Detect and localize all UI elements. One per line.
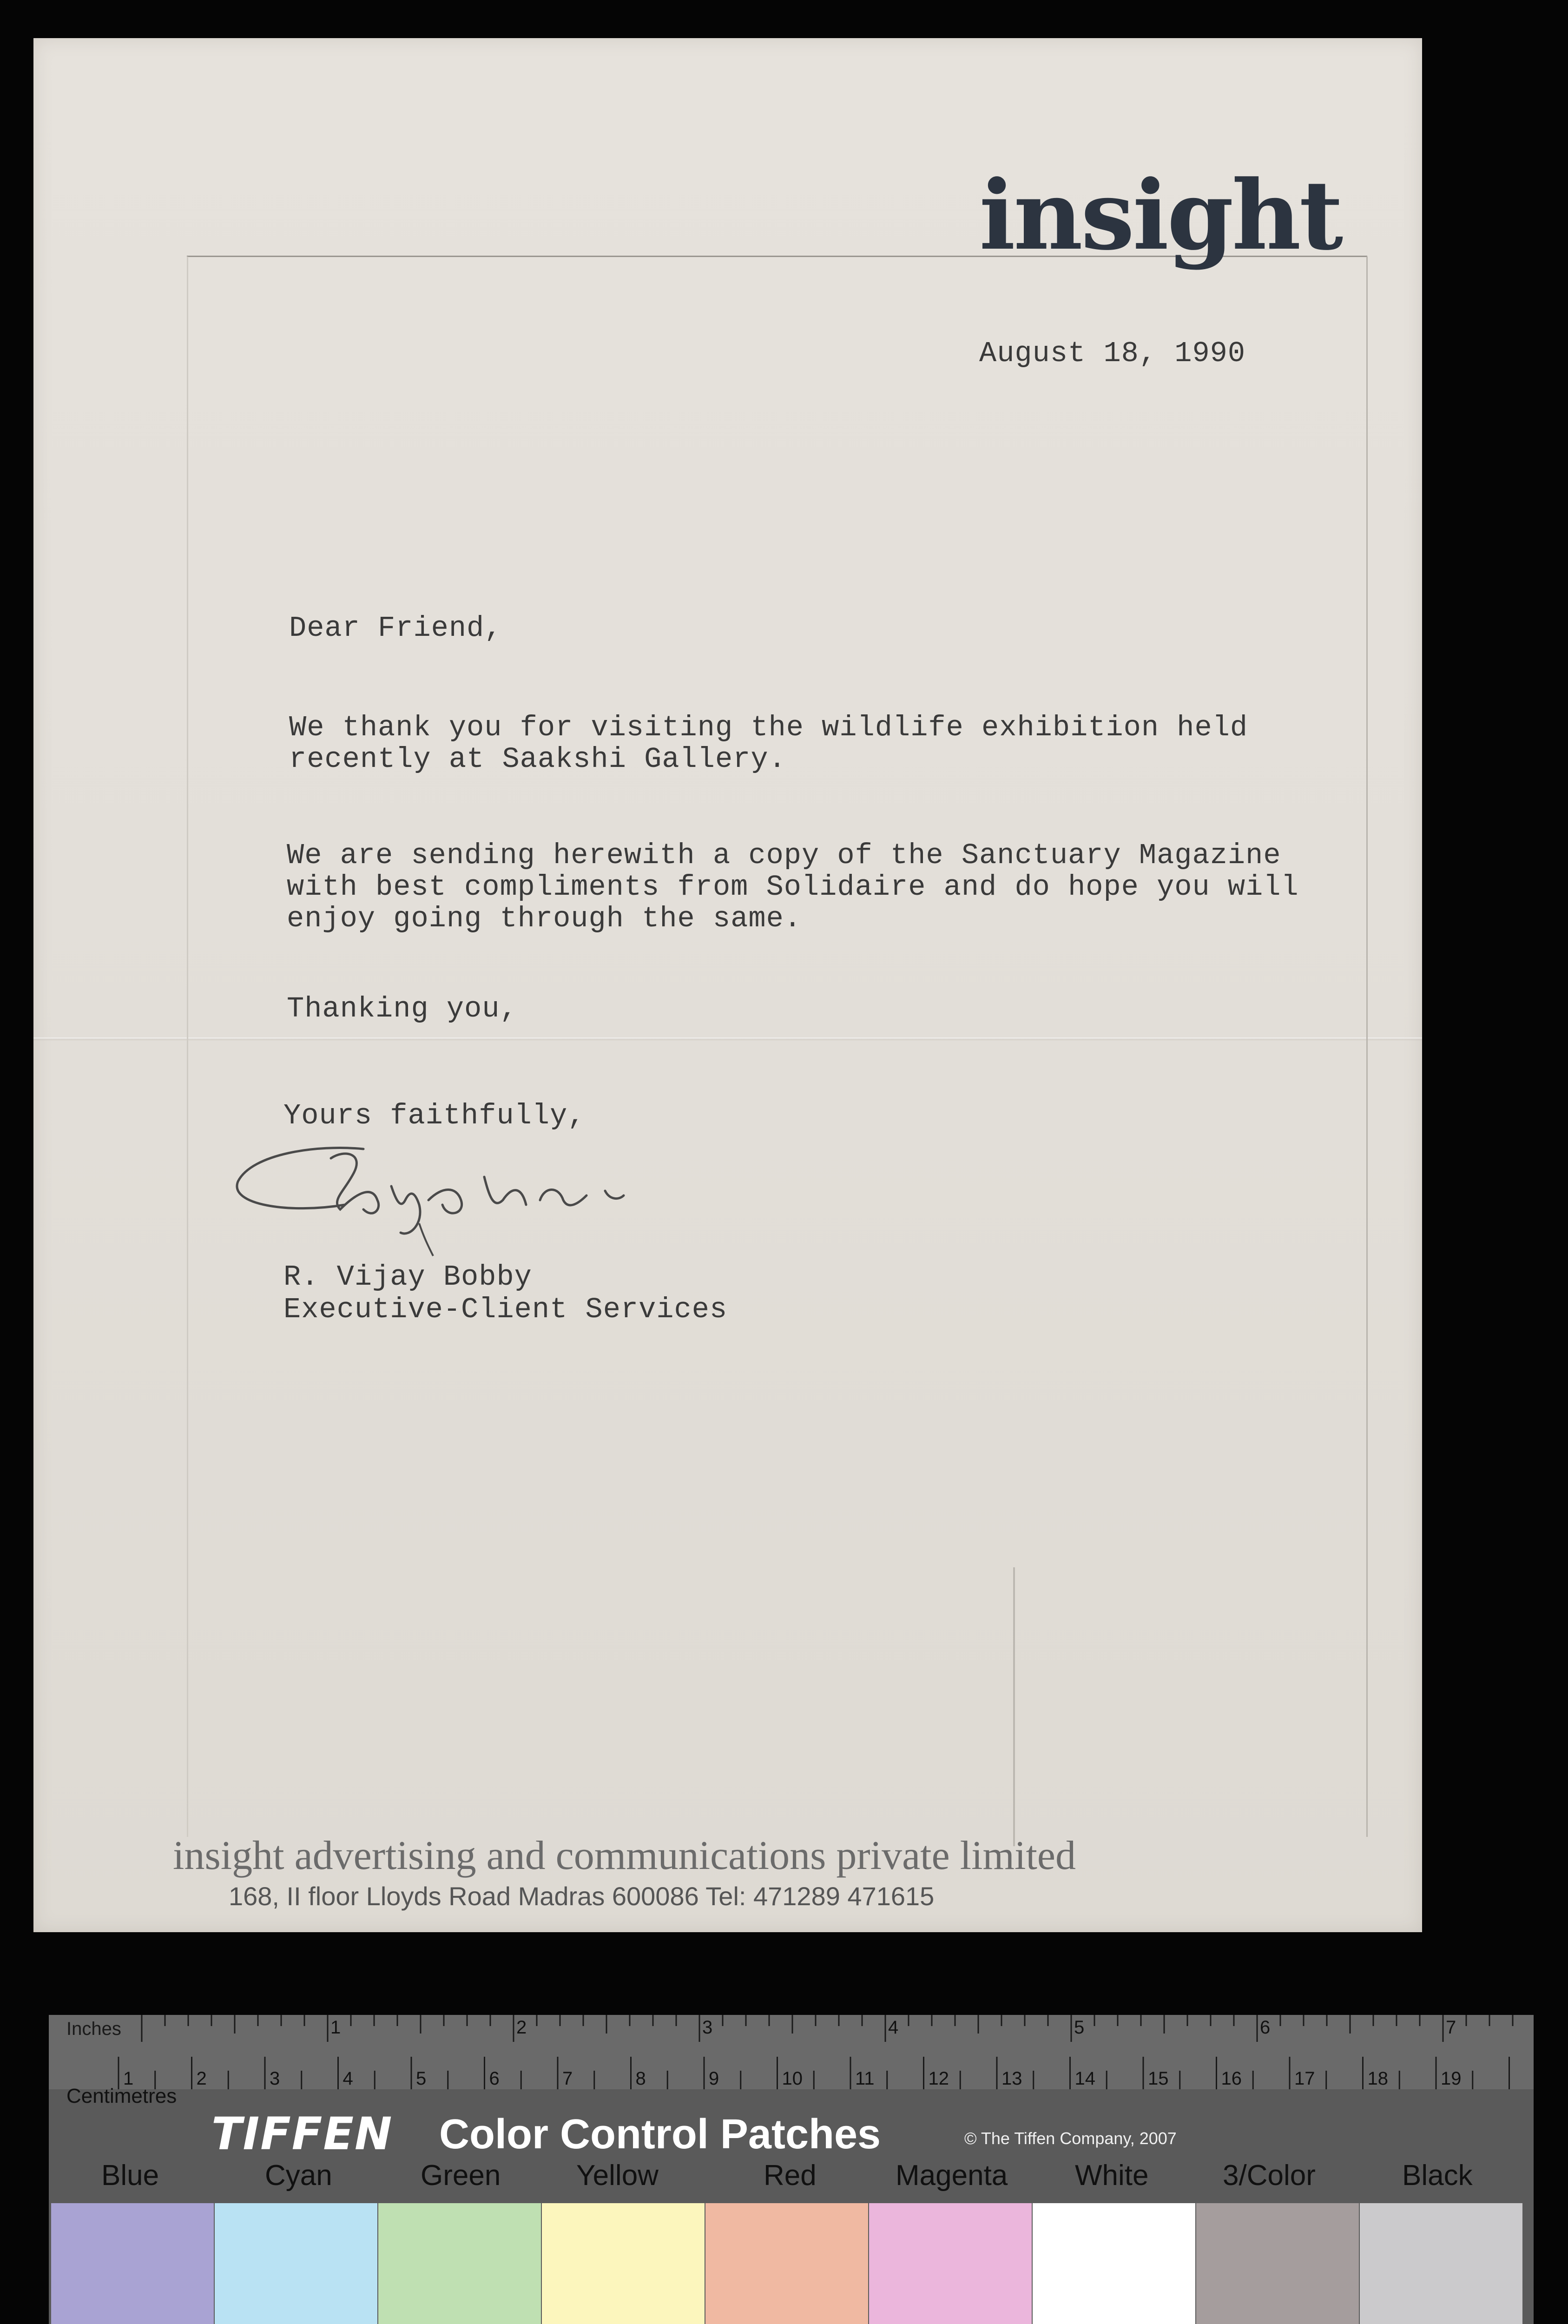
cm-number: 14 [1074, 2068, 1095, 2089]
inch-number: 2 [516, 2017, 527, 2038]
inch-number: 3 [702, 2017, 713, 2038]
color-patch-top [1196, 2203, 1359, 2324]
thanking-line: Thanking you, [287, 992, 518, 1025]
cm-number: 8 [635, 2068, 646, 2089]
patch-label: Yellow [576, 2159, 659, 2192]
color-target-card [49, 2015, 1534, 2324]
cm-number: 18 [1367, 2068, 1388, 2089]
color-patch-top [215, 2203, 377, 2324]
patch-label: Blue [101, 2159, 159, 2192]
card-title: Color Control Patches [439, 2111, 881, 2158]
cm-number: 2 [196, 2068, 207, 2089]
color-patch-top [1360, 2203, 1522, 2324]
cm-number: 6 [489, 2068, 500, 2089]
closing-line: Yours faithfully, [283, 1099, 586, 1132]
inch-number: 5 [1074, 2017, 1085, 2038]
insight-logo: insight [979, 160, 1342, 271]
cm-number: 17 [1294, 2068, 1315, 2089]
inch-number: 1 [330, 2017, 341, 2038]
patch-label: White [1075, 2159, 1149, 2192]
cm-number: 7 [562, 2068, 573, 2089]
letter-page [33, 38, 1422, 1932]
cm-number: 5 [416, 2068, 427, 2089]
signer-name: R. Vijay Bobby [283, 1261, 532, 1294]
margin-rule-right [1366, 257, 1368, 1837]
color-patch-top [1033, 2203, 1195, 2324]
patch-label: Green [421, 2159, 501, 2192]
cm-number: 16 [1221, 2068, 1242, 2089]
cm-number: 19 [1441, 2068, 1462, 2089]
footer-address: 168, II floor Lloyds Road Madras 600086 Tel: 471289 471615 [229, 1882, 935, 1911]
inch-number: 4 [888, 2017, 899, 2038]
salutation: Dear Friend, [289, 612, 502, 645]
color-patch-top [378, 2203, 541, 2324]
patch-label: Magenta [896, 2159, 1008, 2192]
inch-number: 6 [1260, 2017, 1271, 2038]
body-paragraph-2: We are sending herewith a copy of the Sanctuary Magazine with best compliments from Solidaire and do hope you will enjoy going through the same. [287, 839, 1299, 935]
patch-label: Black [1402, 2159, 1473, 2192]
handwritten-signature [224, 1130, 679, 1270]
cm-number: 1 [123, 2068, 134, 2089]
body-paragraph-1: We thank you for visiting the wildlife exhibition held recently at Saakshi Gallery. [289, 711, 1248, 776]
letter-date: August 18, 1990 [979, 337, 1246, 370]
cm-number: 4 [343, 2068, 353, 2089]
cm-number: 11 [855, 2068, 875, 2089]
footer-company: insight advertising and communications private limited [173, 1833, 1076, 1878]
inches-label: Inches [66, 2019, 121, 2039]
color-patch-top [869, 2203, 1032, 2324]
cm-number: 15 [1148, 2068, 1169, 2089]
tiffen-logo: TIFFEN [211, 2108, 393, 2160]
cm-number: 9 [709, 2068, 719, 2089]
copyright-text: © The Tiffen Company, 2007 [964, 2129, 1177, 2148]
cm-number: 13 [1001, 2068, 1022, 2089]
patch-label: 3/Color [1223, 2159, 1316, 2192]
cm-number: 12 [928, 2068, 949, 2089]
margin-rule-mid [1013, 1567, 1015, 1846]
fold-crease [33, 1037, 1422, 1040]
cm-number: 3 [270, 2068, 280, 2089]
inch-number: 7 [1446, 2017, 1456, 2038]
color-patch-top [51, 2203, 214, 2324]
margin-rule-left [187, 257, 188, 1837]
centimetres-label: Centimetres [66, 2085, 177, 2107]
color-patch-top [542, 2203, 705, 2324]
color-patch-top [705, 2203, 868, 2324]
patch-label: Red [764, 2159, 817, 2192]
patch-label: Cyan [265, 2159, 332, 2192]
cm-number: 10 [782, 2068, 803, 2089]
signer-title: Executive-Client Services [283, 1293, 728, 1326]
